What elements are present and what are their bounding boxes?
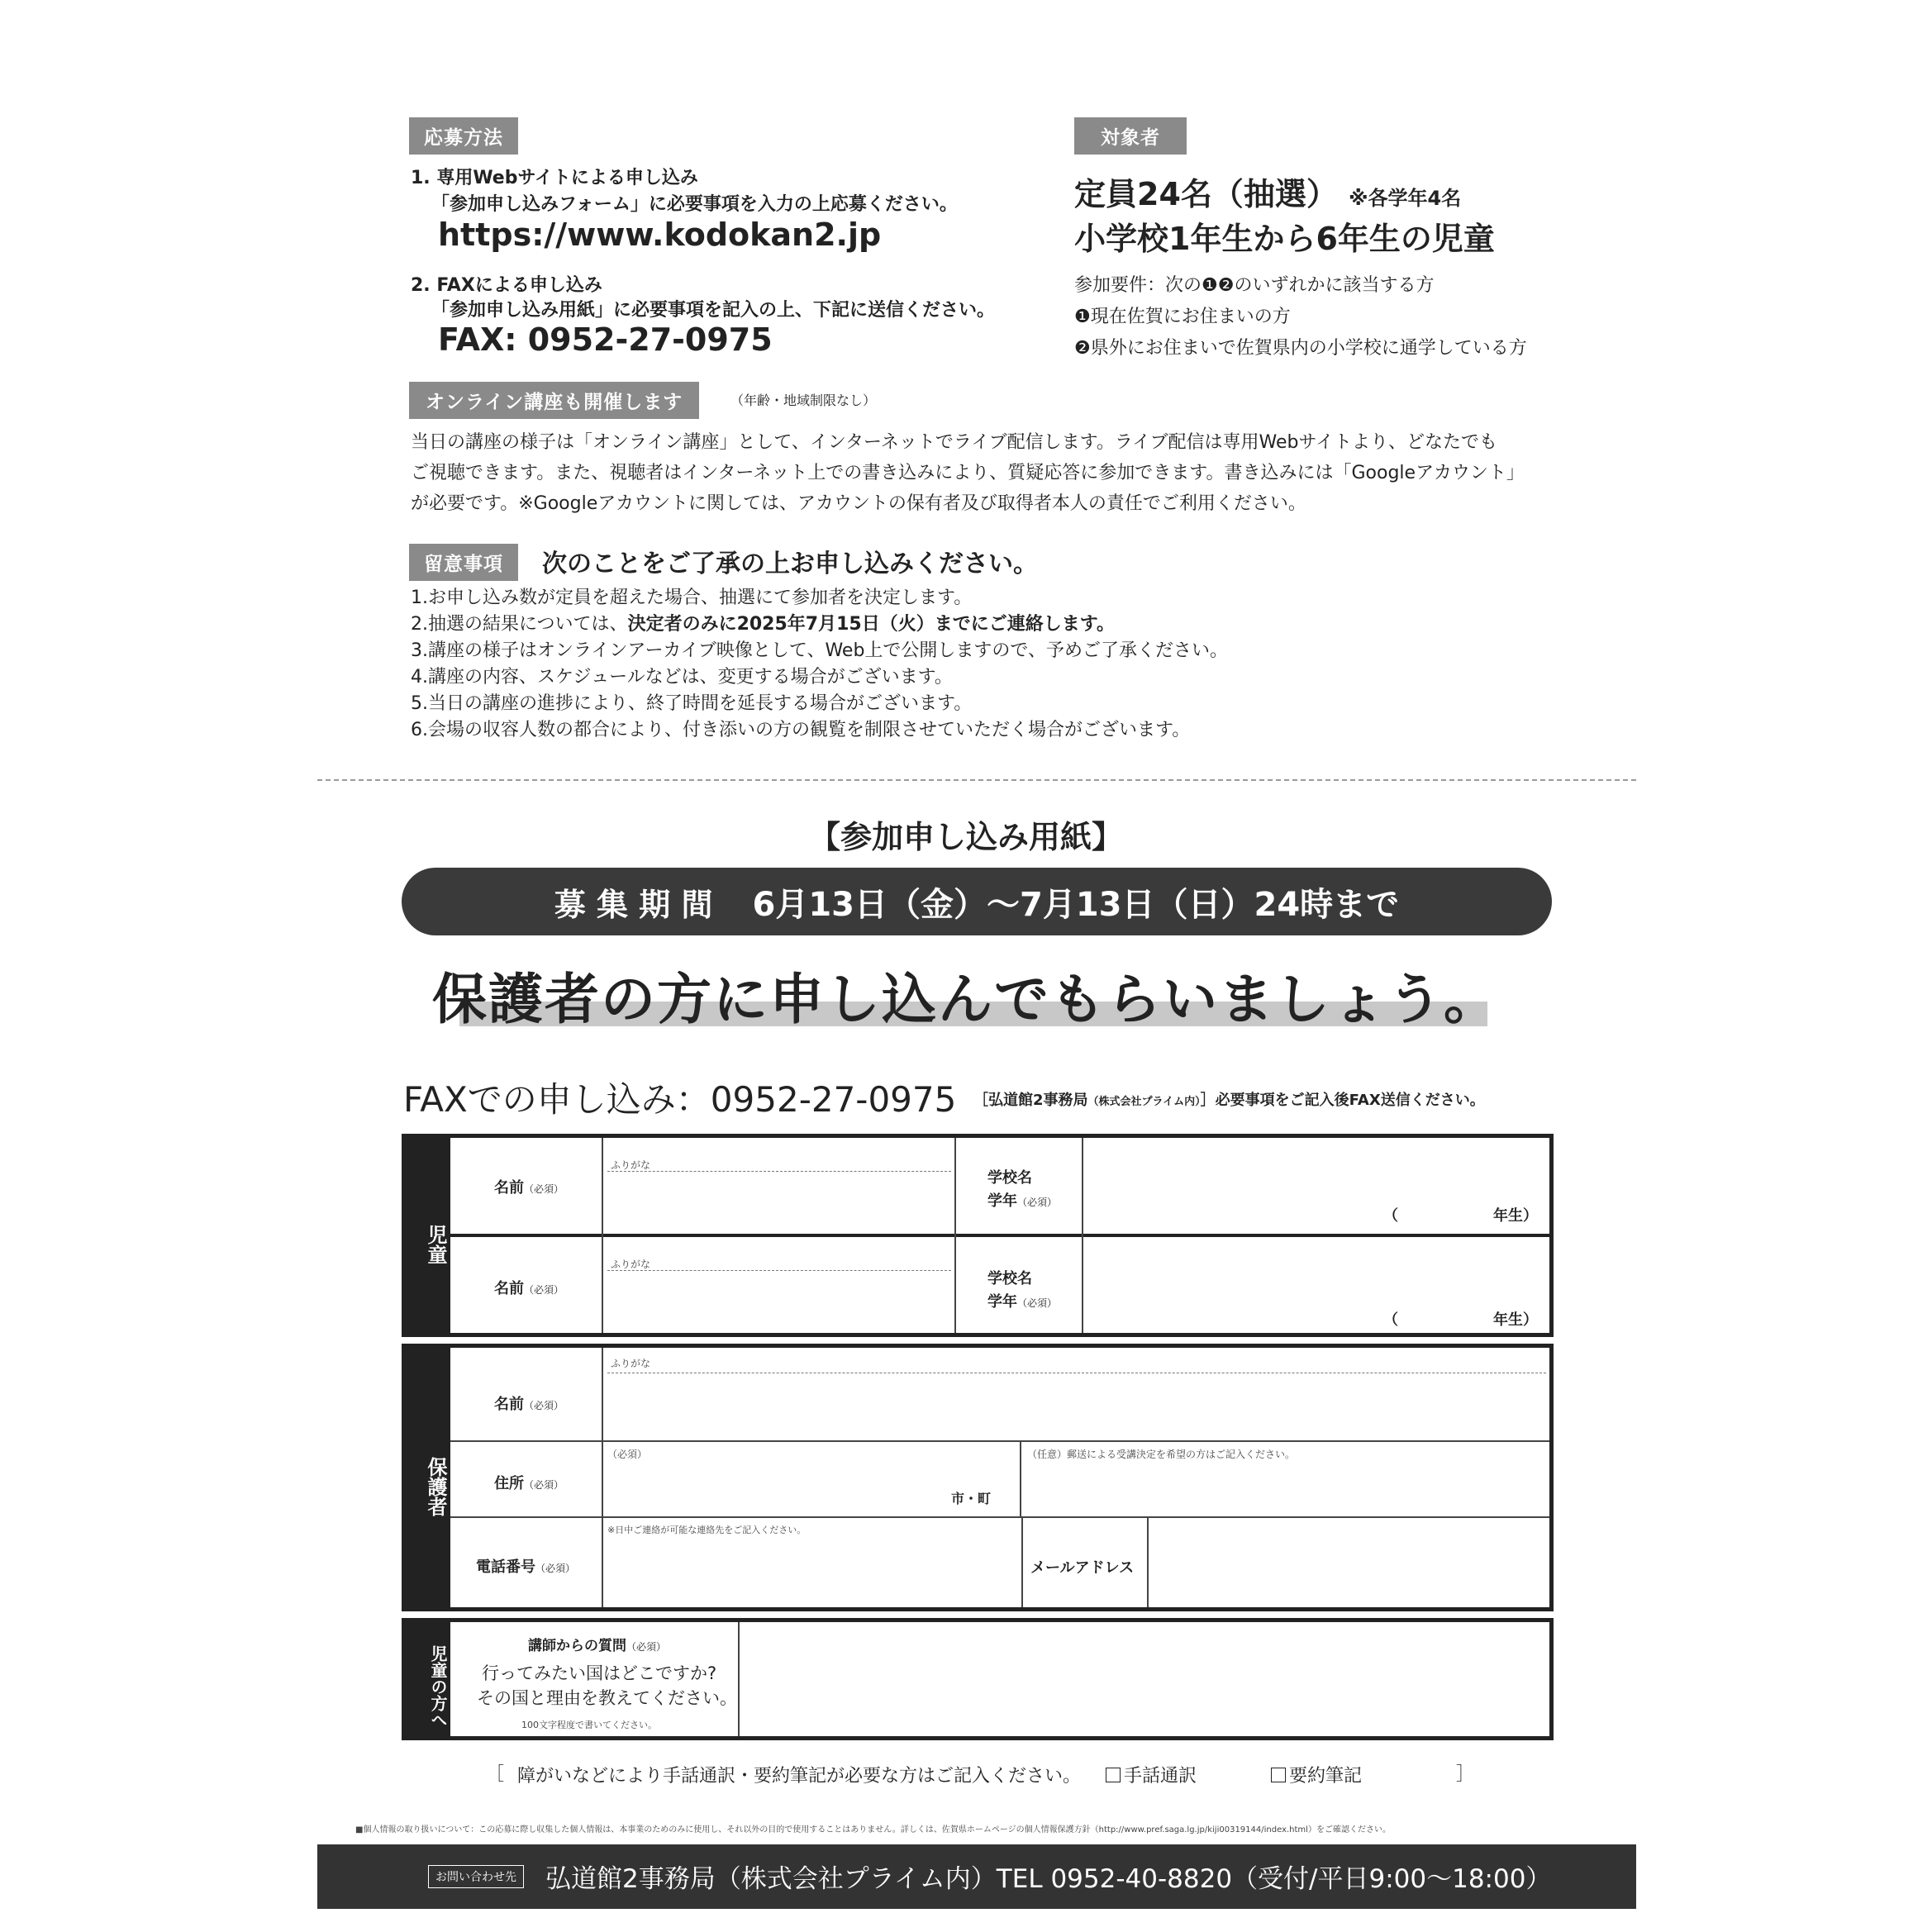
child1-grade-suffix: 年生）	[1493, 1207, 1538, 1225]
assist-bracket-close: ］	[1456, 1764, 1475, 1785]
privacy-note: ■個人情報の取り扱いについて：この応募に際し収集した個人情報は、本事業のためのみに使用し、それ以外の目的で使用することはありません。詳しくは、佐賀県ホームページの個人情報保護方針（http://www.pref.saga.lg.jp/kiji00319144/index.html）をご確認ください。	[355, 1825, 1391, 1834]
headline: 保護者の方に申し込んでもらいましょう。	[432, 968, 1500, 1031]
target-tag: 対象者	[1074, 117, 1187, 155]
child1-grade-req: （必須）	[1017, 1197, 1058, 1208]
city-label: 市・町	[951, 1491, 992, 1506]
child2-name-req: （必須）	[524, 1284, 564, 1296]
period-text: 6月13日（金）～7月13日（日）24時まで	[752, 885, 1400, 924]
assist-bracket-open: ［	[486, 1764, 505, 1785]
online-line2: ご視聴できます。また、視聴者はインターネット上での書き込みにより、質疑応答に参加できます。書き込みには「Googleアカウント」	[411, 463, 1525, 483]
period-label: 募 集 期 間	[554, 886, 713, 923]
guardian-name-req: （必須）	[524, 1400, 564, 1411]
question-line1: 行ってみたい国はどこですか?	[482, 1663, 717, 1683]
note-5: 5.当日の講座の進捗により、終了時間を延長する場合がございます。	[411, 693, 973, 714]
child2-name-text: 名前	[494, 1280, 524, 1297]
fax-label: FAXでの申し込み：0952-27-0975	[403, 1079, 957, 1120]
summary-option[interactable]	[1271, 1762, 1362, 1787]
assist-text: 障がいなどにより手話通訳・要約筆記が必要な方はご記入ください。	[517, 1766, 1082, 1787]
question-block	[402, 1618, 1554, 1740]
fax-note	[973, 1088, 1485, 1110]
capacity-text: 定員24名（抽選）	[1074, 176, 1338, 212]
question-vline	[738, 1622, 740, 1736]
note-4: 4.講座の内容、スケジュールなどは、変更する場合がございます。	[411, 667, 953, 688]
apply-url[interactable]: https://www.kodokan2.jp	[438, 217, 882, 253]
note-2a: 2.抽選の結果については、	[411, 614, 628, 635]
child1-school-label: 学校名	[987, 1169, 1032, 1187]
phone-label	[476, 1555, 575, 1577]
notes-heading: 次のことをご了承の上お申し込みください。	[542, 550, 1038, 578]
summary-checkbox[interactable]	[1271, 1768, 1286, 1782]
target-capacity	[1074, 169, 1461, 214]
guardian-vline-1	[602, 1348, 603, 1607]
fax-note-b: （株式会社プライム内）	[1087, 1096, 1201, 1108]
question-side-label: 児童の方へ	[406, 1622, 450, 1736]
period-banner	[402, 868, 1552, 935]
cut-line	[317, 779, 1636, 781]
notes-tag: 留意事項	[409, 544, 518, 581]
guardian-vline-phone	[1021, 1516, 1023, 1607]
note-1: 1.お申し込み数が定員を超えた場合、抽選にて参加者を決定します。	[411, 588, 973, 608]
child2-furigana-line	[607, 1270, 951, 1271]
child1-school-field[interactable]	[1085, 1141, 1548, 1230]
address-required-note: （必須）	[607, 1449, 648, 1460]
apply-item1-title: 1. 専用Webサイトによる申し込み	[411, 168, 698, 188]
fax-note-c: ］必要事項をご記入後FAX送信ください。	[1200, 1092, 1485, 1109]
child-vline-1	[602, 1138, 603, 1333]
email-field[interactable]	[1151, 1520, 1548, 1607]
guardian-name-field[interactable]	[604, 1374, 1546, 1439]
child1-name-text: 名前	[494, 1179, 524, 1197]
child1-grade-paren: （	[1383, 1207, 1398, 1225]
online-line1: 当日の講座の様子は「オンライン講座」として、インターネットでライブ配信します。ライブ配信は専用Webサイトより、どなたでも	[411, 432, 1497, 453]
child-vline-2	[954, 1138, 956, 1333]
guardian-furigana: ふりがな	[611, 1358, 651, 1369]
online-tag-note: （年齢・地域制限なし）	[730, 393, 877, 408]
email-label: メールアドレス	[1030, 1559, 1135, 1577]
phone-note: ※日中ご連絡が可能な連絡先をご記入ください。	[607, 1525, 807, 1535]
note-6: 6.会場の収容人数の都合により、付き添いの方の観覧を制限させていただく場合がございます。	[411, 720, 1191, 740]
child1-furigana: ふりがな	[611, 1159, 651, 1171]
child1-grade-text: 学年	[987, 1192, 1017, 1210]
question-req: （必須）	[626, 1641, 667, 1653]
target-req2: ❷県外にお住まいで佐賀県内の小学校に通学している方	[1074, 338, 1527, 359]
question-title-text: 講師からの質問	[528, 1638, 626, 1654]
child1-furigana-line	[607, 1171, 951, 1172]
child2-name-label	[494, 1277, 564, 1298]
child2-grade-req: （必須）	[1017, 1297, 1058, 1309]
phone-text: 電話番号	[476, 1558, 535, 1576]
form-title: 【参加申し込み用紙】	[808, 819, 1123, 855]
child1-name-req: （必須）	[524, 1183, 564, 1195]
child-side-label: 児童	[406, 1138, 450, 1333]
child-vline-3	[1082, 1138, 1083, 1333]
child2-name-field[interactable]	[604, 1272, 951, 1333]
address-text: 住所	[494, 1475, 524, 1492]
child-row-separator	[450, 1234, 1549, 1237]
phone-field[interactable]	[604, 1536, 1019, 1607]
child2-furigana: ふりがな	[611, 1259, 651, 1270]
guardian-name-text: 名前	[494, 1396, 524, 1413]
sign-option[interactable]	[1106, 1762, 1197, 1787]
child2-grade-label	[987, 1290, 1057, 1311]
child2-grade-suffix: 年生）	[1493, 1311, 1538, 1329]
note-2	[411, 611, 1228, 638]
note-2b: 決定者のみに2025年7月15日（火）までにご連絡します。	[627, 614, 1115, 635]
address-label	[494, 1472, 564, 1493]
child2-school-label: 学校名	[987, 1270, 1032, 1287]
child1-name-field[interactable]	[604, 1173, 951, 1230]
address-optional-note: （任意）郵送による受講決定を希望の方はご記入ください。	[1027, 1449, 1296, 1460]
guardian-hline-2	[450, 1516, 1549, 1518]
guardian-name-label	[494, 1392, 564, 1414]
target-req: 参加要件：次の❶❷のいずれかに該当する方	[1074, 275, 1435, 296]
apply-item2-desc: 「参加申し込み用紙」に必要事項を記入の上、下記に送信ください。	[431, 300, 996, 321]
notes-list	[411, 585, 1228, 744]
online-tag: オンライン講座も開催します	[409, 382, 699, 419]
guardian-hline-1	[450, 1440, 1549, 1442]
sign-checkbox[interactable]	[1106, 1768, 1121, 1782]
fax-note-a: ［弘道館2事務局	[973, 1092, 1088, 1109]
child1-grade-label	[987, 1189, 1057, 1211]
contact-text: 弘道館2事務局（株式会社プライム内）TEL 0952-40-8820（受付/平日9:00～18:00）	[545, 1864, 1552, 1894]
question-answer-field[interactable]	[741, 1625, 1548, 1733]
sign-label: 手話通訳	[1124, 1766, 1197, 1787]
child-block	[402, 1134, 1554, 1337]
question-title	[528, 1634, 666, 1654]
question-line2: その国と理由を教えてください。	[477, 1688, 737, 1708]
child2-school-field[interactable]	[1085, 1239, 1548, 1333]
guardian-block	[402, 1344, 1554, 1611]
apply-fax: FAX: 0952-27-0975	[438, 321, 773, 358]
address-optional-field[interactable]	[1024, 1459, 1548, 1515]
address-req: （必須）	[524, 1479, 564, 1491]
address-field[interactable]	[604, 1444, 1017, 1515]
guardian-vline-email	[1147, 1516, 1149, 1607]
target-req1: ❶現在佐賀にお住まいの方	[1074, 307, 1291, 327]
online-line3: が必要です。※Googleアカウントに関しては、アカウントの保有者及び取得者本人の責任でご利用ください。	[411, 493, 1306, 514]
apply-item1-desc: 「参加申し込みフォーム」に必要事項を入力の上応募ください。	[431, 194, 958, 215]
child1-name-label	[494, 1176, 564, 1197]
phone-req: （必須）	[535, 1563, 576, 1574]
summary-label: 要約筆記	[1289, 1766, 1363, 1787]
guardian-side-label: 保護者	[406, 1348, 450, 1607]
note-3: 3.講座の様子はオンラインアーカイブ映像として、Web上で公開しますので、予めご了承ください。	[411, 640, 1228, 661]
question-note: 100文字程度で書いてください。	[521, 1720, 657, 1730]
apply-tag: 応募方法	[409, 117, 518, 155]
apply-item2-title: 2. FAXによる申し込み	[411, 275, 602, 296]
child2-grade-text: 学年	[987, 1293, 1017, 1311]
guardian-vline-address	[1020, 1440, 1021, 1516]
contact-label: お問い合わせ先	[428, 1865, 524, 1888]
capacity-note: ※各学年4名	[1349, 187, 1462, 210]
child2-grade-paren: （	[1383, 1311, 1398, 1329]
target-grades: 小学校1年生から6年生の児童	[1074, 221, 1495, 257]
